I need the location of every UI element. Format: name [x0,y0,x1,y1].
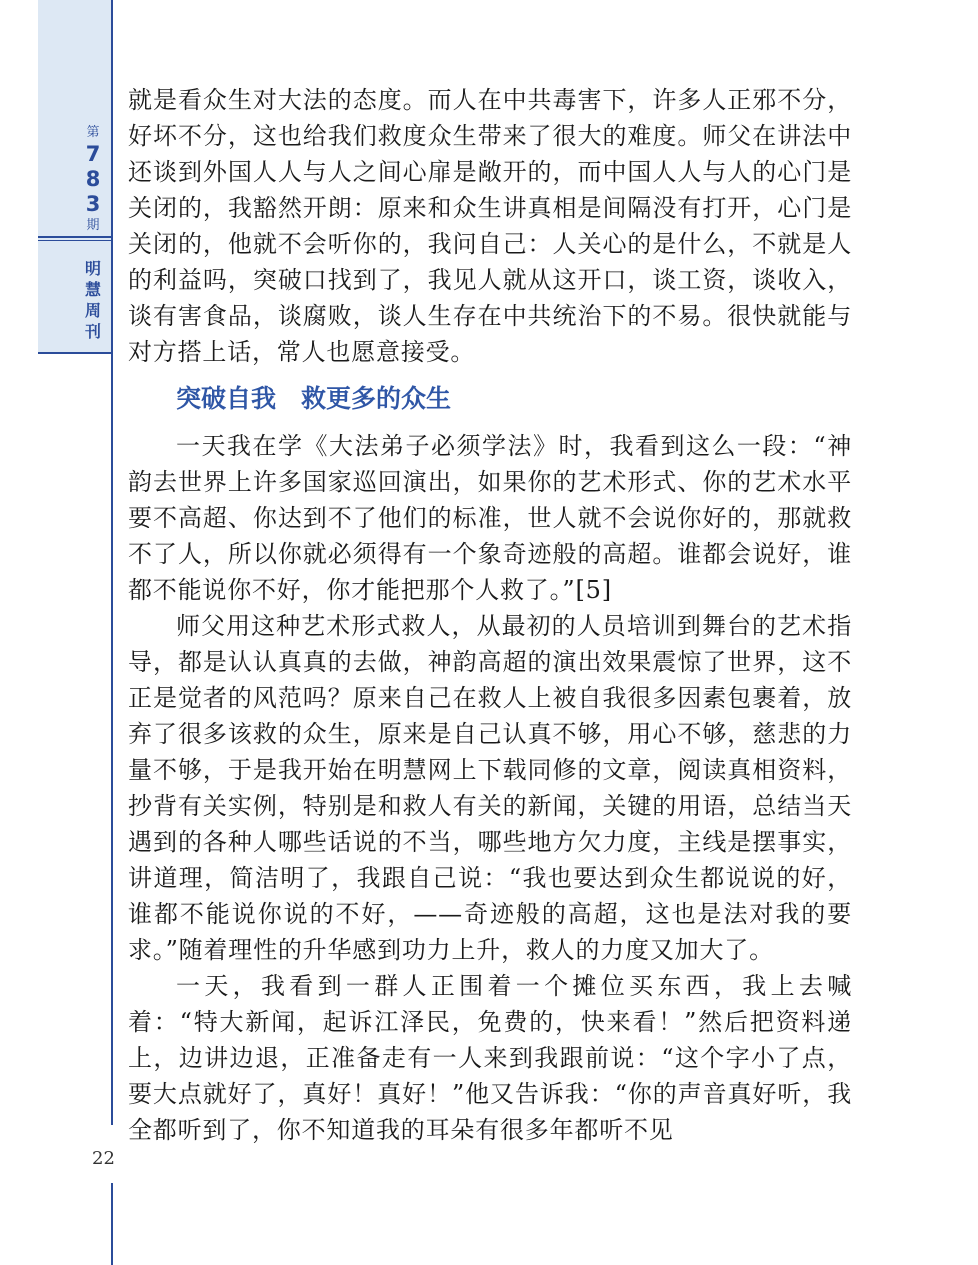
magazine-char: 刊 [84,322,101,341]
magazine-name [80,258,106,342]
issue-prefix: 第 [86,125,100,140]
magazine-char: 慧 [84,280,101,299]
issue-digit: 7 [85,142,101,166]
article-body [128,82,852,1148]
sidebar-bottom-rule [38,352,112,354]
margin-rule [111,0,113,1265]
sidebar-divider [38,236,112,241]
magazine-char: 周 [84,301,101,320]
issue-digit: 8 [85,167,101,191]
issue-number [78,124,108,235]
paragraph: 一天我在学《大法弟子必须学法》时，我看到这么一段：“神韵去世界上许多国家巡回演出，如果你的艺术形式、你的艺术水平要不高超、你达到不了他们的标准，世人就不会说你好的，那就救不了人，所以你就必须得有一个象奇迹般的高超。谁都会说好，谁都不能说你不好，你才能把那个人救了。”[5] [128,432,852,604]
page-number: 22 [92,1148,115,1169]
section-heading: 突破自我 救更多的众生 [176,384,452,413]
issue-digit: 3 [85,192,101,216]
paragraph: 就是看众生对大法的态度。而人在中共毒害下，许多人正邪不分，好坏不分，这也给我们救度众生带来了很大的难度。师父在讲法中还谈到外国人人与人之间心扉是敞开的，而中国人人与人的心门是关闭的，我豁然开朗：原来和众生讲真相是间隔没有打开，心门是关闭的，他就不会听你的，我问自己：人关心的是什么，不就是人的利益吗，突破口找到了，我见人就从这开口，谈工资，谈收入，谈有害食品，谈腐败，谈人生存在中共统治下的不易。很快就能与对方搭上话，常人也愿意接受。 [128,86,852,366]
paragraph: 师父用这种艺术形式救人，从最初的人员培训到舞台的艺术指导，都是认认真真的去做，神韵高超的演出效果震惊了世界，这不正是觉者的风范吗？原来自己在救人上被自我很多因素包裹着，放弃了很多该救的众生，原来是自己认真不够，用心不够，慈悲的力量不够，于是我开始在明慧网上下载同修的文章，阅读真相资料，抄背有关实例，特别是和救人有关的新闻，关键的用语，总结当天遇到的各种人哪些话说的不当，哪些地方欠力度，主线是摆事实，讲道理，简洁明了，我跟自己说：“我也要达到众生都说说的好，谁都不能说你说的不好，——奇迹般的高超，这也是法对我的要求。”随着理性的升华感到功力上升，救人的力度又加大了。 [128,612,852,964]
magazine-char: 明 [84,259,101,278]
issue-suffix: 期 [86,218,100,233]
paragraph: 一天，我看到一群人正围着一个摊位买东西，我上去喊着：“特大新闻，起诉江泽民，免费的，快来看！”然后把资料递上，边讲边退，正准备走有一人来到我跟前说：“这个字小了点，要大点就好了，真好！真好！”他又告诉我：“你的声音真好听，我全都听到了，你不知道我的耳朵有很多年都听不见 [128,972,852,1144]
